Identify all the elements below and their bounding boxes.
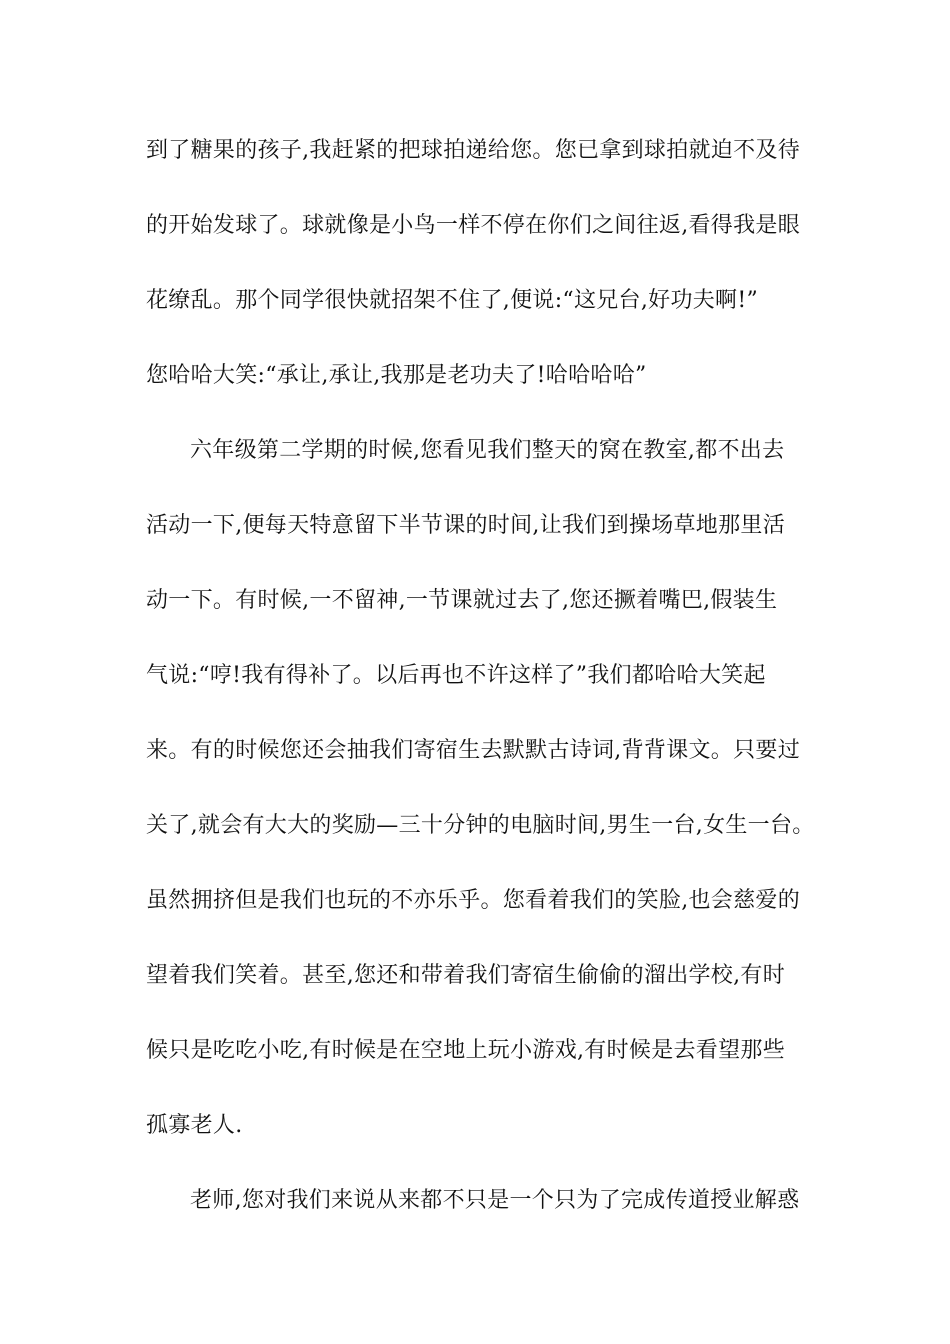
text-line: 的开始发球了。球就像是小鸟一样不停在你们之间往返,看得我是眼 xyxy=(146,213,800,238)
text-line: 关了,就会有大大的奖励—三十分钟的电脑时间,男生一台,女生一台。 xyxy=(146,813,815,838)
paragraph-start-line: 六年级第二学期的时候,您看见我们整天的窝在教室,都不出去 xyxy=(190,438,785,463)
text-line: 气说:“哼!我有得补了。以后再也不许这样了”我们都哈哈大笑起 xyxy=(146,663,766,688)
text-line: 孤寡老人. xyxy=(146,1113,243,1138)
text-line: 动一下。有时候,一不留神,一节课就过去了,您还撅着嘴巴,假装生 xyxy=(146,588,778,613)
text-line: 花缭乱。那个同学很快就招架不住了,便说:“这兄台,好功夫啊!” xyxy=(146,288,759,313)
text-line: 虽然拥挤但是我们也玩的不亦乐乎。您看着我们的笑脸,也会慈爱的 xyxy=(146,888,800,913)
text-line: 来。有的时候您还会抽我们寄宿生去默默古诗词,背背课文。只要过 xyxy=(146,738,800,763)
text-line: 望着我们笑着。甚至,您还和带着我们寄宿生偷偷的溜出学校,有时 xyxy=(146,963,785,988)
text-line: 您哈哈大笑:“承让,承让,我那是老功夫了!哈哈哈哈” xyxy=(146,363,647,388)
text-line: 活动一下,便每天特意留下半节课的时间,让我们到操场草地那里活 xyxy=(146,513,785,538)
paragraph-start-line: 老师,您对我们来说从来都不只是一个只为了完成传道授业解惑 xyxy=(190,1188,800,1213)
text-line: 候只是吃吃小吃,有时候是在空地上玩小游戏,有时候是去看望那些 xyxy=(146,1038,785,1063)
text-line: 到了糖果的孩子,我赶紧的把球拍递给您。您已拿到球拍就迫不及待 xyxy=(146,138,800,163)
